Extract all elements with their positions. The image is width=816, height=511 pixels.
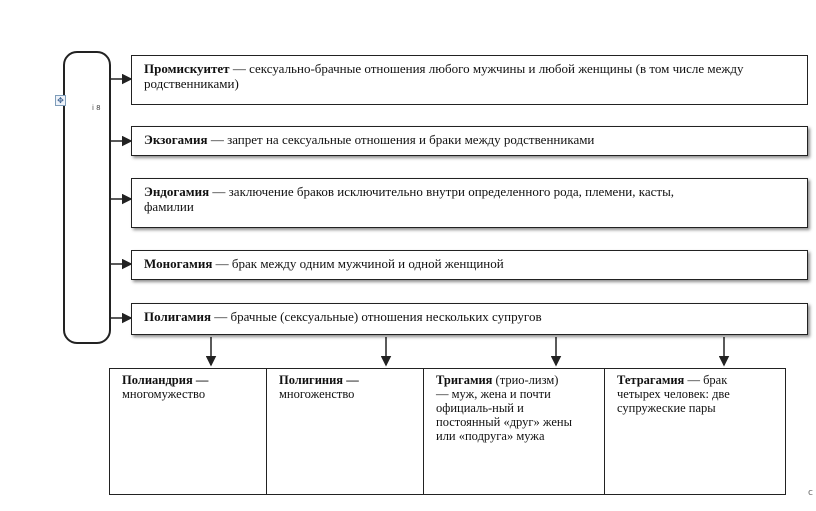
form-cell-polyandry bbox=[110, 369, 267, 494]
polygamy-forms-table bbox=[109, 368, 786, 495]
type-box-endogamy bbox=[131, 178, 808, 228]
type-dash: — bbox=[209, 184, 229, 199]
form-term: Полиандрия bbox=[122, 373, 193, 387]
type-desc: запрет на сексуальные отношения и браки между родственниками bbox=[227, 132, 595, 147]
move-handle-icon[interactable]: ✥ bbox=[55, 95, 66, 106]
form-desc: многоженство bbox=[279, 387, 355, 401]
type-term: Экзогамия bbox=[144, 132, 208, 147]
small-mark: i 8 bbox=[92, 104, 101, 112]
form-term: Полигиния bbox=[279, 373, 344, 387]
form-dash: — bbox=[343, 373, 359, 387]
type-term: Полигамия bbox=[144, 309, 212, 324]
form-cell-tetragamy bbox=[605, 369, 785, 494]
type-dash: — bbox=[207, 132, 228, 147]
type-dash: — bbox=[229, 61, 250, 76]
form-desc: брак четырех человек: две супружеские пары bbox=[617, 373, 730, 415]
type-box-exogamy bbox=[131, 126, 808, 156]
form-cell-polygyny bbox=[267, 369, 424, 494]
type-desc: брак между одним мужчиной и одной женщиной bbox=[231, 256, 504, 271]
form-dash: — bbox=[192, 373, 209, 387]
type-box-polygamy bbox=[131, 303, 808, 335]
type-term: Эндогамия bbox=[144, 184, 210, 199]
type-box-promiscuity bbox=[131, 55, 808, 105]
type-term: Моногамия bbox=[144, 256, 213, 271]
form-desc: (трио-лизм) — муж, жена и почти официаль-ный и постоянный «друг» жены или «подруга» мужа bbox=[436, 373, 573, 443]
form-cell-trigamy bbox=[424, 369, 605, 494]
form-term: Тетрагамия bbox=[617, 373, 685, 387]
form-term: Тригамия bbox=[436, 373, 493, 387]
type-term: Промискуитет bbox=[144, 61, 230, 76]
type-dash: — bbox=[212, 256, 232, 271]
type-desc: сексуально-брачные отношения любого мужчины и любой женщины (в том числе между родственниками) bbox=[144, 61, 744, 91]
type-desc: заключение браков исключительно внутри определенного рода, племени, касты, фамилии bbox=[144, 184, 675, 214]
form-dash: — bbox=[684, 373, 704, 387]
form-desc: многомужество bbox=[122, 387, 206, 401]
corner-mark: c bbox=[808, 488, 813, 498]
type-desc: брачные (сексуальные) отношения нескольких супругов bbox=[230, 309, 542, 324]
type-box-monogamy bbox=[131, 250, 808, 280]
type-dash: — bbox=[211, 309, 231, 324]
